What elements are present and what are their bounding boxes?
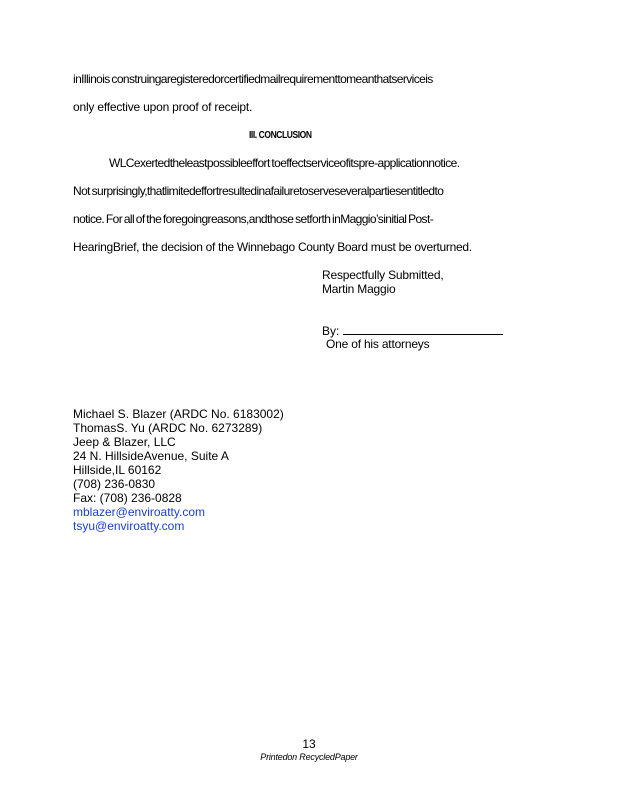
paragraph-line-5: notice. For all of the foregoingreasons,andthose setforth inMaggio’sinitial Post- (73, 212, 434, 226)
paragraph-line-6: HearingBrief, the decision of the Winnebago County Board must be overturned. (73, 240, 472, 254)
signature-role: One of his attorneys (326, 337, 430, 351)
signature-rule (343, 323, 503, 335)
attorney-name-1: Michael S. Blazer (ARDC No. 6183002) (73, 407, 284, 421)
section-heading-conclusion: III. CONCLUSION (249, 130, 312, 141)
signature-name: Martin Maggio (322, 282, 396, 296)
attorney-contact-block (73, 407, 284, 533)
firm-street: 24 N. HillsideAvenue, Suite A (73, 449, 229, 463)
paragraph-line-3: WLCexertedtheleastpossibleeffort toeffectserviceofitspre-applicationnotice. (109, 156, 460, 170)
firm-fax: Fax: (708) 236-0828 (73, 491, 182, 505)
email-link-1[interactable]: mblazer@enviroatty.com (73, 505, 205, 519)
firm-city: Hillside,IL 60162 (73, 463, 162, 477)
signature-by-label: By: (322, 324, 340, 338)
signature-by-line (322, 323, 503, 338)
page-number: 13 (302, 737, 316, 751)
signature-closing: Respectfully Submitted, (322, 268, 444, 282)
paragraph-line-4: Not surprisingly,thatlimitedeffortresultedinafailuretoserveseveralpartiesentitledto (73, 184, 444, 198)
firm-name: Jeep & Blazer, LLC (73, 435, 176, 449)
paragraph-line-2: only effective upon proof of receipt. (73, 100, 253, 114)
attorney-name-2: ThomasS. Yu (ARDC No. 6273289) (73, 421, 263, 435)
email-link-2[interactable]: tsyu@enviroatty.com (73, 519, 185, 533)
paragraph-line-1: inIllinois construingaregisteredorcertifiedmailrequirementtomeanthatserviceis (73, 72, 433, 86)
page-footer: Printedon RecycledPaper (260, 752, 358, 762)
signature-block (322, 268, 443, 296)
firm-phone: (708) 236-0830 (73, 477, 156, 491)
